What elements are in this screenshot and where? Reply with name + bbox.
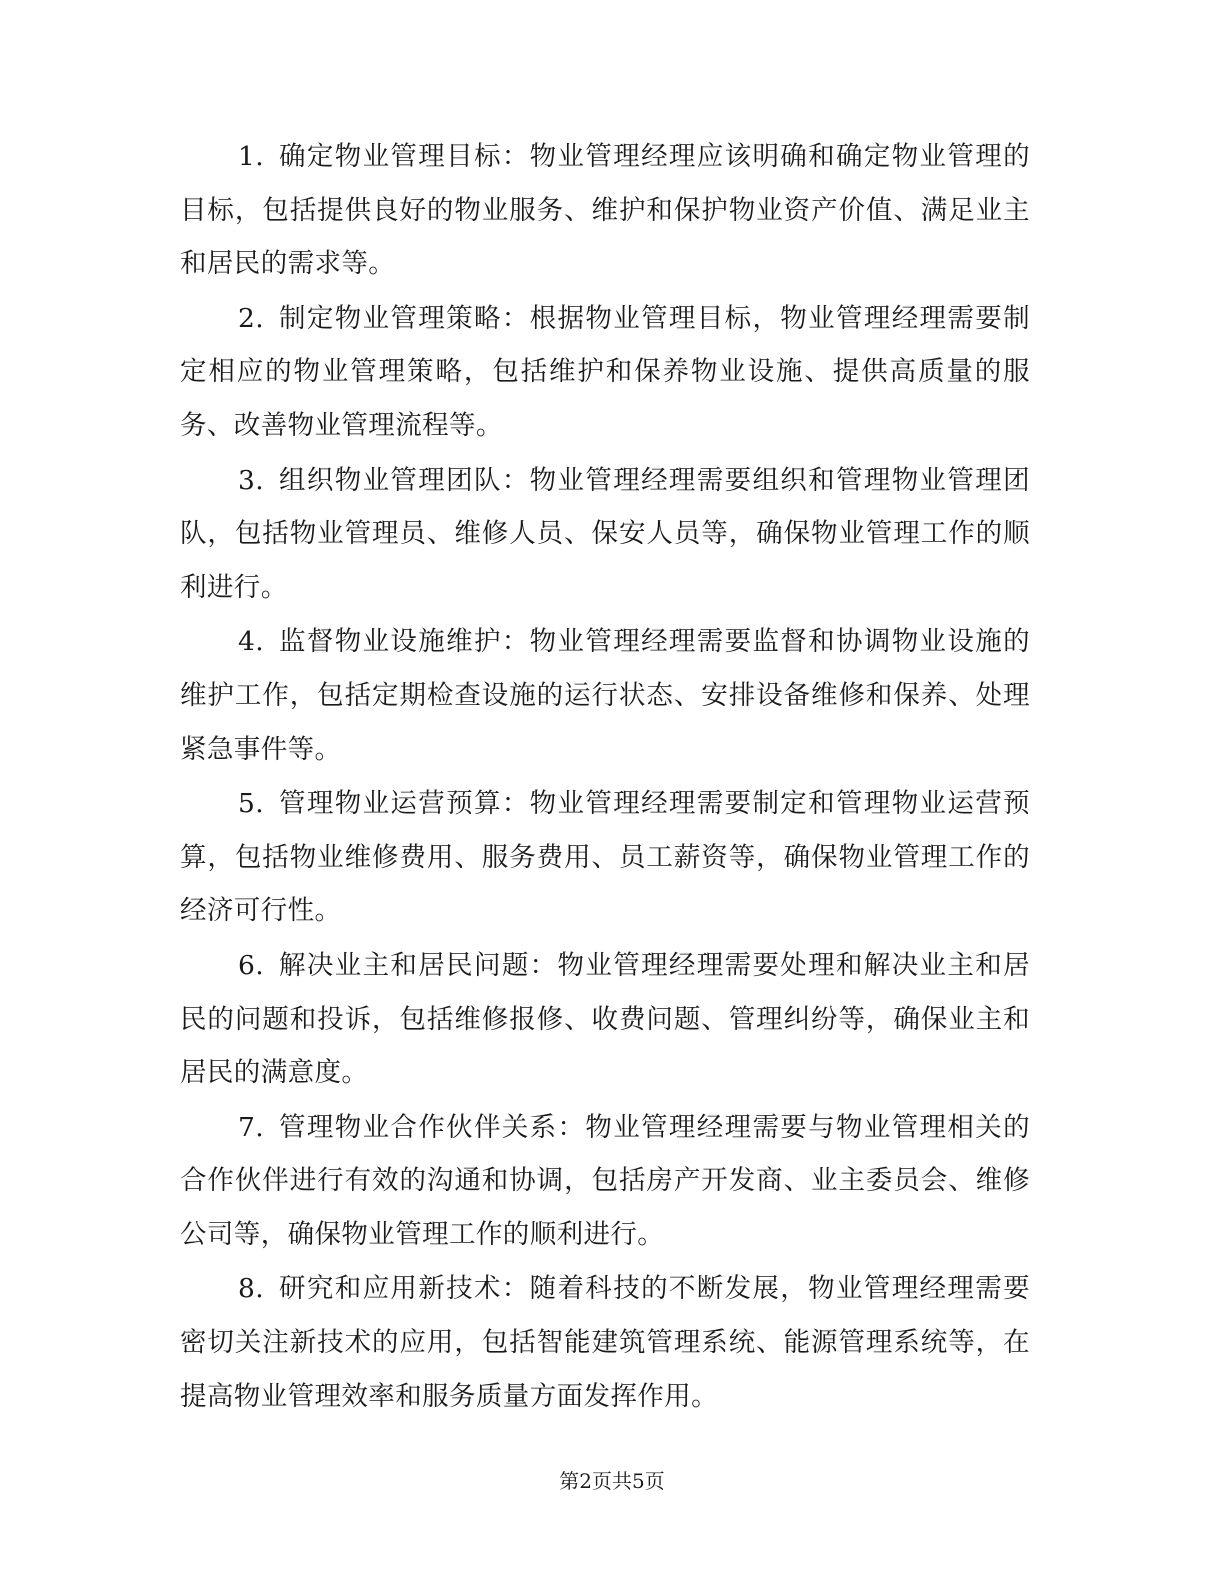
list-item-2 — [180, 292, 1030, 453]
item-text: 制定物业管理策略：根据物业管理目标，物业管理经理需要制定相应的物业管理策略，包括维护和保养物业设施、提供高质量的服务、改善物业管理流程等。 — [180, 302, 1030, 441]
item-number: 8. — [238, 1273, 265, 1305]
list-item-7 — [180, 1101, 1030, 1262]
item-text: 监督物业设施维护：物业管理经理需要监督和协调物业设施的维护工作，包括定期检查设施的运行状态、安排设备维修和保养、处理紧急事件等。 — [180, 626, 1030, 765]
document-body — [180, 130, 1030, 1424]
item-text: 确定物业管理目标：物业管理经理应该明确和确定物业管理的目标，包括提供良好的物业服务、维护和保护物业资产价值、满足业主和居民的需求等。 — [180, 141, 1030, 280]
list-item-5 — [180, 777, 1030, 938]
list-item-3 — [180, 454, 1030, 615]
item-text: 管理物业运营预算：物业管理经理需要制定和管理物业运营预算，包括物业维修费用、服务费用、员工薪资等，确保物业管理工作的经济可行性。 — [180, 788, 1030, 927]
item-number: 6. — [238, 949, 265, 981]
list-item-1 — [180, 130, 1030, 291]
item-text: 解决业主和居民问题：物业管理经理需要处理和解决业主和居民的问题和投诉，包括维修报修、收费问题、管理纠纷等，确保业主和居民的满意度。 — [180, 949, 1030, 1089]
item-number: 3. — [238, 464, 265, 496]
list-item-4 — [180, 615, 1030, 776]
item-number: 7. — [238, 1111, 265, 1143]
item-number: 4. — [238, 626, 265, 658]
item-text: 组织物业管理团队：物业管理经理需要组织和管理物业管理团队，包括物业管理员、维修人员、保安人员等，确保物业管理工作的顺利进行。 — [180, 464, 1030, 603]
item-text: 研究和应用新技术：随着科技的不断发展，物业管理经理需要密切关注新技术的应用，包括智能建筑管理系统、能源管理系统等，在提高物业管理效率和服务质量方面发挥作用。 — [180, 1273, 1030, 1412]
list-item-8 — [180, 1262, 1030, 1423]
item-number: 2. — [238, 302, 265, 334]
page-number-footer: 第2页共5页 — [559, 1469, 665, 1493]
list-item-6 — [180, 939, 1030, 1100]
item-number: 1. — [238, 141, 265, 172]
item-number: 5. — [238, 788, 265, 820]
item-text: 管理物业合作伙伴关系：物业管理经理需要与物业管理相关的合作伙伴进行有效的沟通和协调，包括房产开发商、业主委员会、维修公司等，确保物业管理工作的顺利进行。 — [180, 1111, 1030, 1250]
